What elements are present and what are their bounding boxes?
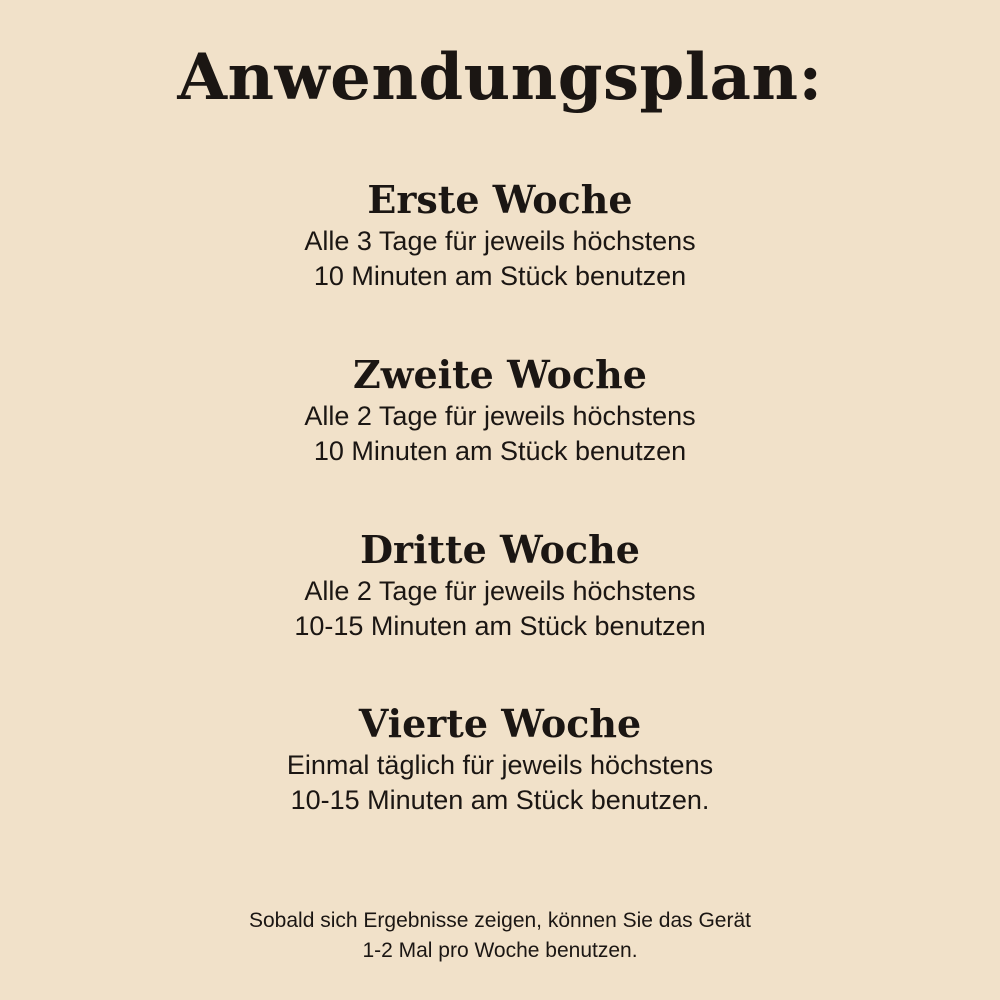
week-2-section — [0, 351, 1000, 469]
footer-note — [0, 906, 1000, 966]
week-2-heading: Zweite Woche — [353, 352, 647, 397]
week-3-line-2: 10-15 Minuten am Stück benutzen — [294, 611, 706, 641]
week-1-section — [0, 176, 1000, 294]
week-1-line-1: Alle 3 Tage für jeweils höchstens — [304, 226, 696, 256]
week-2-line-2: 10 Minuten am Stück benutzen — [313, 436, 687, 466]
week-3-section — [0, 526, 1000, 644]
week-1-line-2: 10 Minuten am Stück benutzen — [313, 261, 687, 291]
week-3-line-1: Alle 2 Tage für jeweils höchstens — [304, 576, 696, 606]
week-4-heading: Vierte Woche — [358, 701, 642, 746]
week-4-line-1: Einmal täglich für jeweils höchstens — [286, 750, 714, 780]
week-3-heading: Dritte Woche — [360, 527, 640, 572]
week-4-line-2: 10-15 Minuten am Stück benutzen. — [290, 785, 710, 815]
week-2-line-1: Alle 2 Tage für jeweils höchstens — [304, 401, 696, 431]
footer-line-2: 1-2 Mal pro Woche benutzen. — [362, 939, 638, 962]
footer-line-1: Sobald sich Ergebnisse zeigen, können Sie das Gerät — [249, 909, 751, 932]
page-title: Anwendungsplan: — [177, 40, 823, 115]
week-1-heading: Erste Woche — [367, 177, 633, 222]
week-4-section — [0, 700, 1000, 818]
